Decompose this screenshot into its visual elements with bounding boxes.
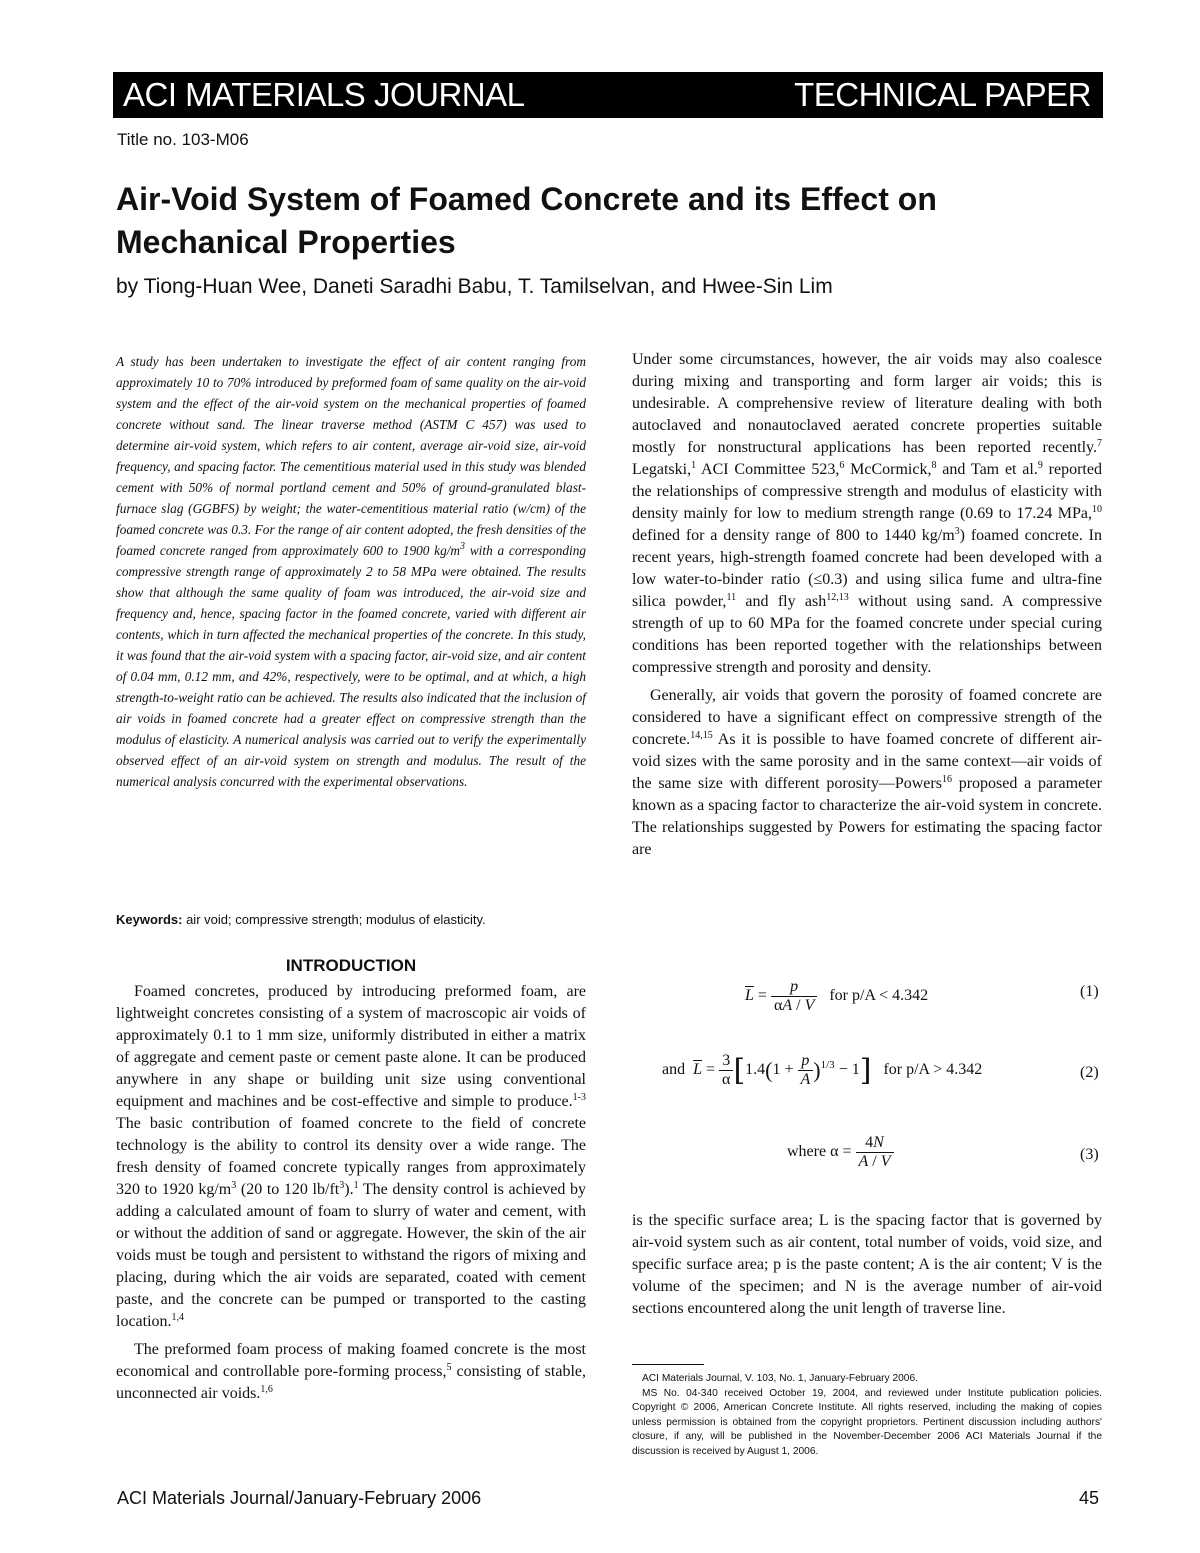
equation-1: $\overline{L}$ = $\frac{p}{\alpha A / V}$ for p/A < 4.342 xyxy=(745,978,929,1014)
footnote-line-1: ACI Materials Journal, V. 103, No. 1, January-February 2006. xyxy=(642,1373,918,1384)
citation: 16 xyxy=(941,774,952,785)
citation: 9 xyxy=(1037,460,1043,471)
body-text: proposed a parameter known as a spacing factor to characterize the air-void system in concrete. The relationships suggested by Powers for estimating the spacing factor are xyxy=(632,775,1102,858)
citation: 6 xyxy=(839,460,845,471)
intro-paragraph-2 xyxy=(116,1339,586,1405)
body-text: ) foamed concrete. In recent years, high-strength foamed concrete had been developed with a low water-to-binder ratio (≤0.3) and using silica fume and ultra-fine silica powder, xyxy=(632,527,1102,610)
citation: 11 xyxy=(726,592,737,603)
body-text: reported the relationships of compressive strength and modulus of elasticity with density mainly for low to medium strength range (0.69 to 17.24 MPa, xyxy=(632,461,1102,522)
equation-1-condition: for p/A < 4.342 xyxy=(829,987,929,1005)
abstract-text-1: A study has been undertaken to investigate the effect of air content ranging from approximately 10 to 70% introduced by preformed foam of same quality on the air-void system and the effect of the air-void system on the mechanical properties of foamed concrete without sand. The linear traverse method (ASTM C 457) was used to determine air-void system, which refers to air content, average air-void size, air-void frequency, and spacing factor. The cementitious material used in this study was blended cement with 50% of normal portland cement and 50% of ground-granulated blast-furnace slag (GGBFS) by weight; the water-cementitious material ratio (w/cm) of the foamed concrete was 0.3. For the range of air content adopted, the fresh densities of the foamed concrete ranged from approximately 600 to 1900 kg/m xyxy=(116,354,586,558)
paper-title: Air-Void System of Foamed Concrete and its Effect on Mechanical Properties xyxy=(116,181,937,260)
footnote-line-2: MS No. 04-340 received October 19, 2004, and reviewed under Institute publication policies. Copyright © 2006, American Concrete Institute. All rights reserved, including the making of copies unless permission is obtained from the copyright proprietors. Pertinent discussion including authors' closure, if any, will be published in the November-December 2006 ACI Materials Journal if the discussion is received by August 1, 2006. xyxy=(632,1387,1102,1457)
footnote xyxy=(632,1372,1102,1460)
intro-text: The basic contribution of foamed concrete to the field of concrete technology is the ability to control its density over a wide range. The fresh density of foamed concrete typically ranges from approximately 320 to 1920 kg/m xyxy=(116,1115,586,1198)
introduction-body xyxy=(116,981,586,1405)
body-text: McCormick, xyxy=(844,461,932,478)
citation: 10 xyxy=(1092,504,1102,515)
superscript: 3 xyxy=(339,1180,345,1191)
citation: 12,13 xyxy=(826,592,849,603)
equation-2: and $\overline{L}$ = $\frac{3}{\alpha}$ [1.4(1 + $\frac{p}{A}$ )$^{1/3}$ − 1] for p/A > 4.342 xyxy=(662,1052,983,1088)
right-paragraph-3: is the specific surface area; L is the spacing factor that is governed by air-void system such as air content, total number of voids, void size, and specific surface area; p is the paste content; A is the air content; V is the volume of the specimen; and N is the average number of air-void sections encountered along the unit length of traverse line. xyxy=(632,1212,1102,1317)
citation: 1 xyxy=(353,1180,359,1191)
intro-text: (20 to 120 lb/ft xyxy=(236,1181,340,1198)
paper-type: TECHNICAL PAPER xyxy=(794,76,1091,113)
citation: 14,15 xyxy=(690,730,713,741)
citation: 1,6 xyxy=(260,1384,273,1395)
superscript: 3 xyxy=(954,526,960,537)
equation-3-number: (3) xyxy=(1080,1146,1099,1163)
right-paragraph-2 xyxy=(632,685,1102,861)
section-heading-introduction: INTRODUCTION xyxy=(285,956,417,975)
paper-authors: by Tiong-Huan Wee, Daneti Saradhi Babu, T. Tamilselvan, and Hwee-Sin Lim xyxy=(116,275,833,298)
citation: 7 xyxy=(1097,438,1102,449)
abstract-text-2: with a corresponding compressive strength range of approximately 2 to 58 MPa were obtained. The results show that although the same quality of foam was introduced, the air-void size and frequency and, hence, spacing factor in the foamed concrete, varied with different air contents, which in turn affected the mechanical properties of the concrete. In this study, it was found that the air-void system with a spacing factor, air-void size, and air content of 0.04 mm, 0.12 mm, and 42%, respectively, were to be optimal, and at which, a high strength-to-weight ratio can be achieved. The results also indicated that the inclusion of air voids in foamed concrete had a greater effect on compressive strength than the modulus of elasticity. A numerical analysis was carried out to verify the experimentally observed effect of an air-void system on strength and modulus. The result of the numerical analysis concurred with the experimental observations. xyxy=(116,543,586,789)
journal-banner xyxy=(113,72,1103,118)
keywords-text: air void; compressive strength; modulus of elasticity. xyxy=(182,912,486,927)
keywords xyxy=(116,912,586,927)
body-text: As it is possible to have foamed concrete of different air-void sizes with the same porosity and in the same context—air voids of the same size with different porosity—Powers xyxy=(632,731,1102,792)
intro-paragraph-1 xyxy=(116,981,586,1333)
intro-text: consisting of stable, unconnected air voids. xyxy=(116,1363,586,1402)
equation-3: where α = $\frac{4N}{A / V}$ xyxy=(787,1134,894,1171)
equation-3-where: where α = xyxy=(787,1143,852,1161)
citation: 1,4 xyxy=(171,1312,185,1323)
citation: 8 xyxy=(931,460,937,471)
keywords-label: Keywords: xyxy=(116,912,183,927)
body-text: without using sand. A compressive strength of up to 60 MPa for the foamed concrete under special curing conditions has been reported together with the relationships between compressive strength and porosity and density. xyxy=(632,593,1103,676)
abstract-sup: 3 xyxy=(460,541,466,552)
intro-text: Foamed concretes, produced by introducing preformed foam, are lightweight concretes consisting of a system of macroscopic air voids of approximately 0.1 to 1 mm size, uniformly distributed in either a matrix of aggregate and cement paste or cement paste alone. It can be produced anywhere in any shape or building unit size using conventional equipment and machines and be cost-effective and simple to produce. xyxy=(116,983,586,1110)
citation: 1 xyxy=(691,460,697,471)
equation-2-number: (2) xyxy=(1080,1064,1099,1081)
journal-name: ACI MATERIALS JOURNAL xyxy=(123,76,525,113)
equation-2-and: and xyxy=(662,1061,686,1079)
body-text: and fly ash xyxy=(736,593,827,610)
equation-2-condition: for p/A > 4.342 xyxy=(883,1061,983,1079)
body-text: Under some circumstances, however, the air voids may also coalesce during mixing and transporting and form larger air voids; this is undesirable. A comprehensive review of literature dealing with both autoclaved and nonautoclaved aerated concrete properties suitable mostly for nonstructural applications has been reported recently. xyxy=(632,351,1102,456)
body-text: Generally, air voids that govern the porosity of foamed concrete are considered to have a significant effect on compressive strength of the concrete. xyxy=(632,687,1102,748)
intro-text: ). xyxy=(344,1181,354,1198)
footnote-rule xyxy=(632,1364,704,1365)
right-paragraph-1 xyxy=(632,349,1102,679)
citation: 5 xyxy=(446,1362,452,1373)
footer-journal: ACI Materials Journal/January-February 2006 xyxy=(117,1488,482,1508)
citation: 1-3 xyxy=(572,1092,586,1103)
page-number: 45 xyxy=(1079,1488,1100,1508)
body-text: defined for a density range of 800 to 1440 kg/m xyxy=(632,527,955,544)
right-column-body xyxy=(632,349,1102,861)
body-text: ACI Committee 523, xyxy=(696,461,840,478)
intro-text: The preformed foam process of making foamed concrete is the most economical and controllable pore-forming process, xyxy=(116,1341,586,1380)
equation-1-number: (1) xyxy=(1080,983,1099,1000)
abstract xyxy=(116,351,586,792)
body-text: Legatski, xyxy=(632,461,692,478)
body-text: and Tam et al. xyxy=(936,461,1038,478)
superscript: 3 xyxy=(231,1180,237,1191)
title-number: Title no. 103-M06 xyxy=(117,130,249,149)
intro-text: The density control is achieved by adding a calculated amount of foam to slurry of water and cement, with or without the addition of sand or aggregate. However, the skin of the air voids must be tough and persistent to withstand the rigors of mixing and placing, during which the air voids are separated, coated with cement paste, and the concrete can be pumped or transported to the casting location. xyxy=(116,1181,587,1330)
